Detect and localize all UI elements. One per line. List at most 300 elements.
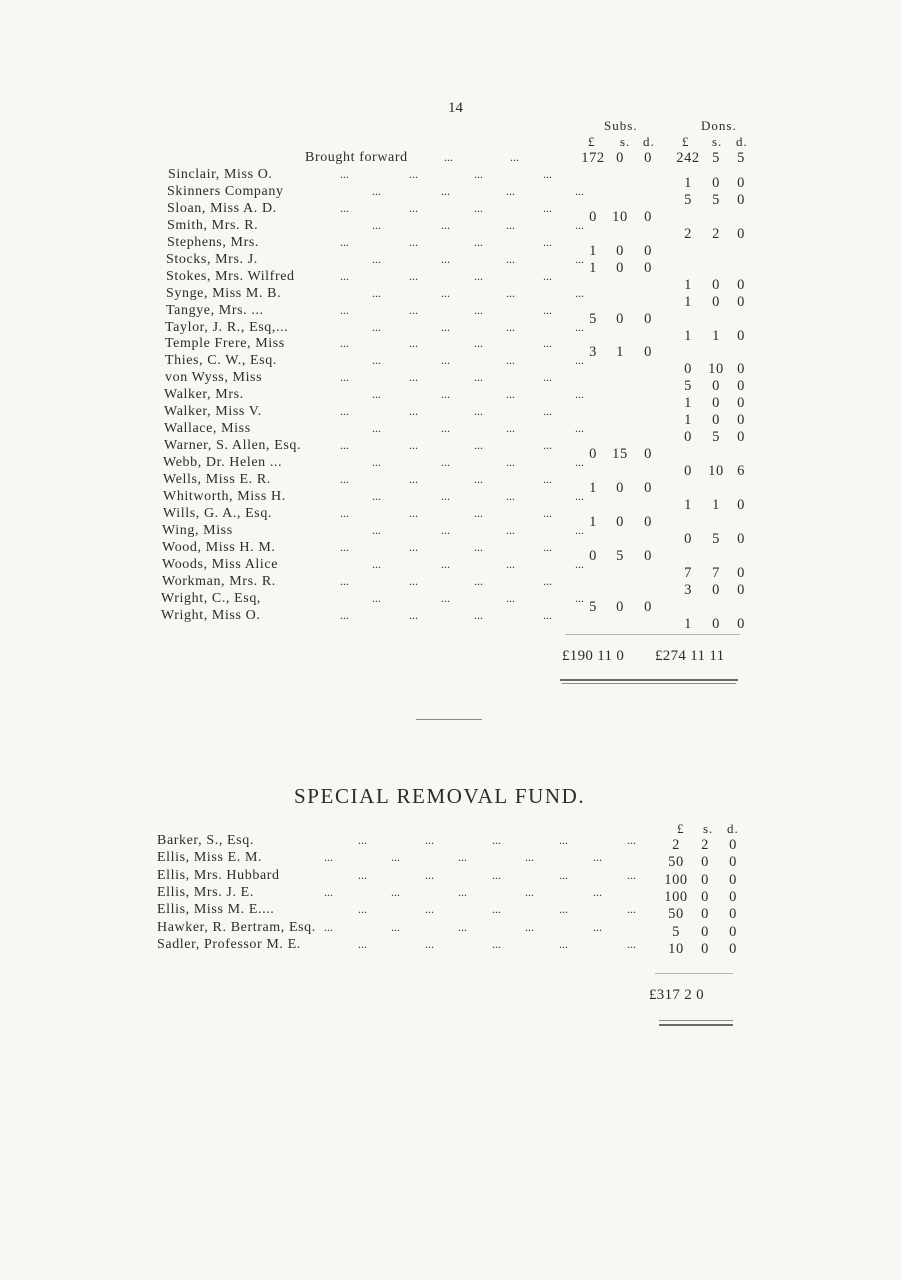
leader-dot: ... xyxy=(492,833,501,847)
subscriber-name: Woods, Miss Alice xyxy=(162,556,279,572)
leader-dot: ... xyxy=(358,867,367,882)
dons-pounds: 5 xyxy=(684,191,692,208)
dons-pence: 0 xyxy=(737,174,745,191)
dons-pounds: 0 xyxy=(684,530,692,547)
subscriber-name: Wills, G. A., Esq. xyxy=(163,505,273,521)
leader-dot: ... xyxy=(425,867,434,882)
amount-pence: 0 xyxy=(729,854,737,871)
leader-dot: ... xyxy=(458,850,467,865)
leader-dot: ... xyxy=(593,850,602,865)
leader-dot: ... xyxy=(441,319,450,334)
leader-dot: ... xyxy=(372,455,381,470)
leader-dot: ... xyxy=(391,850,400,865)
leader-dot: ... xyxy=(441,285,450,300)
amount-pounds: 10 xyxy=(668,940,684,957)
leader-dot: ... xyxy=(543,472,552,487)
dons-pence: 0 xyxy=(737,378,745,395)
subscriber-name: Stokes, Mrs. Wilfred xyxy=(166,268,295,284)
subscriber-name: Workman, Mrs. R. xyxy=(162,573,276,589)
leader-dot: ... xyxy=(492,902,501,917)
subscriber-name: Wallace, Miss xyxy=(164,421,251,437)
amount-shillings: 0 xyxy=(701,871,709,888)
dons-shillings: 0 xyxy=(712,395,720,412)
leader-dot: ... xyxy=(441,387,450,402)
page-number: 14 xyxy=(448,100,463,116)
leader-dot: ... xyxy=(559,936,568,951)
leader-dot: ... xyxy=(575,183,584,198)
dons-shillings: 5 xyxy=(712,530,720,547)
subs-pounds: 5 xyxy=(589,310,597,327)
leader-dot: ... xyxy=(340,539,349,554)
subscriber-name: Wright, Miss O. xyxy=(161,607,261,623)
leader-dot: ... xyxy=(575,455,584,470)
dons-pounds: 0 xyxy=(684,463,692,480)
fund-row xyxy=(0,919,901,940)
dons-pounds: 1 xyxy=(684,276,692,293)
dons-pounds: 0 xyxy=(684,429,692,446)
leader-dot: ... xyxy=(474,268,483,283)
leader-dot: ... xyxy=(409,438,418,453)
dons-pence: 0 xyxy=(737,497,745,513)
amount-pounds: 100 xyxy=(664,871,688,888)
leader-dot: ... xyxy=(409,200,418,215)
dons-pence: 0 xyxy=(737,395,745,412)
dons-pence: 0 xyxy=(737,327,745,344)
dons-pounds: 2 xyxy=(684,225,692,242)
dons-shillings: 5 xyxy=(712,191,720,208)
dons-shillings: 0 xyxy=(712,174,720,191)
dons-pence: 0 xyxy=(737,191,745,208)
leader-dot: ... xyxy=(474,166,483,181)
subscriber-name: Webb, Dr. Helen ... xyxy=(163,455,283,471)
leader-dot: ... xyxy=(441,217,450,232)
subs-pounds: 0 xyxy=(589,547,597,564)
leader-dot: ... xyxy=(575,251,584,266)
leader-dot: ... xyxy=(391,919,400,934)
leader-dot: ... xyxy=(441,183,450,198)
leader-dot: ... xyxy=(492,936,501,951)
leader-dot: ... xyxy=(372,421,381,436)
fund-pound-header: £ xyxy=(677,821,685,836)
leader-dot: ... xyxy=(425,833,434,847)
leader-dot: ... xyxy=(506,285,515,300)
leader-dot: ... xyxy=(372,217,381,232)
amount-pence: 0 xyxy=(729,837,737,853)
leader-dot: ... xyxy=(474,438,483,453)
leader-dot: ... xyxy=(543,370,552,385)
subs-pounds: 3 xyxy=(589,344,597,361)
amount-shillings: 2 xyxy=(701,837,709,853)
amount-shillings: 0 xyxy=(701,854,709,871)
leader-dot: ... xyxy=(506,183,515,198)
subs-pence-header: d. xyxy=(643,134,655,149)
leader-dot: ... xyxy=(372,556,381,571)
dons-pence: 0 xyxy=(737,530,745,547)
dons-pence: 0 xyxy=(737,581,745,598)
dons-pence: 0 xyxy=(737,293,745,310)
leader-dot: ... xyxy=(340,200,349,215)
amount-shillings: 0 xyxy=(701,923,709,940)
leader-dot: ... xyxy=(372,387,381,402)
leader-dot: ... xyxy=(441,489,450,503)
sum-rule xyxy=(565,634,740,635)
leader-dot: ... xyxy=(474,573,483,588)
dons-pence: 0 xyxy=(737,564,745,581)
dons-shillings: 0 xyxy=(712,581,720,598)
donor-name: Barker, S., Esq. xyxy=(157,833,254,848)
dons-total: £274 11 11 xyxy=(655,648,725,664)
subscriber-name: Walker, Miss V. xyxy=(164,404,262,420)
leader-dot: ... xyxy=(441,353,450,368)
subscriber-name: Wing, Miss xyxy=(162,522,233,538)
leader-dot: ... xyxy=(409,166,418,181)
subs-shillings: 0 xyxy=(616,259,624,276)
dons-pounds: 1 xyxy=(684,327,692,344)
subs-shillings: 0 xyxy=(616,310,624,327)
fund-row xyxy=(0,936,901,957)
subscriber-name: Skinners Company xyxy=(167,183,284,199)
leader-dot: ... xyxy=(409,234,418,249)
donor-name: Ellis, Mrs. J. E. xyxy=(157,884,254,900)
leader-dot: ... xyxy=(409,404,418,419)
leader-dot: ... xyxy=(510,150,519,164)
amount-pence: 0 xyxy=(729,906,737,923)
dons-pounds: 1 xyxy=(684,615,692,632)
subscriber-name: von Wyss, Miss xyxy=(165,370,263,386)
subs-shillings: 0 xyxy=(616,598,624,615)
amount-shillings: 0 xyxy=(701,906,709,923)
dons-pence-header: d. xyxy=(736,134,748,149)
dons-shillings: 1 xyxy=(712,327,720,344)
dons-pounds: 1 xyxy=(684,174,692,191)
fund-row xyxy=(0,850,901,871)
leader-dot: ... xyxy=(593,919,602,934)
dons-shillings: 0 xyxy=(712,293,720,310)
leader-dot: ... xyxy=(372,285,381,300)
subs-pence: 0 xyxy=(644,150,652,166)
leader-dot: ... xyxy=(340,234,349,249)
amount-pence: 0 xyxy=(729,923,737,940)
leader-dot: ... xyxy=(391,884,400,899)
leader-dot: ... xyxy=(340,607,349,622)
subscriber-name: Wright, C., Esq, xyxy=(161,590,262,606)
leader-dot: ... xyxy=(474,404,483,419)
subscriber-name: Walker, Mrs. xyxy=(164,387,244,403)
leader-dot: ... xyxy=(575,387,584,402)
subscriber-name: Wells, Miss E. R. xyxy=(163,472,271,488)
subscriber-name: Warner, S. Allen, Esq. xyxy=(164,438,302,454)
leader-dot: ... xyxy=(627,833,636,847)
leader-dot: ... xyxy=(441,590,450,605)
dons-pounds: 1 xyxy=(684,497,692,513)
fund-pence-header: d. xyxy=(727,821,739,836)
leader-dot: ... xyxy=(506,455,515,470)
leader-dot: ... xyxy=(409,370,418,385)
dons-pence: 6 xyxy=(737,463,745,480)
leader-dot: ... xyxy=(506,590,515,605)
subs-pence: 0 xyxy=(644,446,652,463)
leader-dot: ... xyxy=(575,285,584,300)
leader-dot: ... xyxy=(543,302,552,317)
subs-pounds: 0 xyxy=(589,446,597,463)
leader-dot: ... xyxy=(358,936,367,951)
leader-dot: ... xyxy=(575,319,584,334)
leader-dot: ... xyxy=(543,607,552,622)
total-double-rule xyxy=(560,679,738,681)
dons-shillings: 10 xyxy=(708,361,724,378)
donor-name: Hawker, R. Bertram, Esq. xyxy=(157,919,316,935)
dons-pounds: 0 xyxy=(684,361,692,378)
leader-dot: ... xyxy=(340,505,349,520)
subscriber-name: Taylor, J. R., Esq,... xyxy=(165,319,289,335)
leader-dot: ... xyxy=(372,251,381,266)
leader-dot: ... xyxy=(543,505,552,520)
leader-dot: ... xyxy=(441,455,450,470)
leader-dot: ... xyxy=(340,573,349,588)
leader-dot: ... xyxy=(543,234,552,249)
dons-pound-header: £ xyxy=(682,134,690,149)
leader-dot: ... xyxy=(474,200,483,215)
dons-shillings: 0 xyxy=(712,276,720,293)
leader-dot: ... xyxy=(372,522,381,537)
dons-shillings: 0 xyxy=(712,615,720,632)
subs-pound-header: £ xyxy=(588,134,596,149)
dons-pence: 0 xyxy=(737,615,745,632)
subs-pounds: 1 xyxy=(589,513,597,530)
leader-dot: ... xyxy=(340,166,349,181)
subs-pence: 0 xyxy=(644,310,652,327)
amount-pounds: 100 xyxy=(664,888,688,905)
subs-pounds: 0 xyxy=(589,208,597,225)
dons-pounds: 7 xyxy=(684,564,692,581)
leader-dot: ... xyxy=(506,251,515,266)
leader-dot: ... xyxy=(474,539,483,554)
leader-dot: ... xyxy=(324,919,333,934)
subs-pence: 0 xyxy=(644,480,652,497)
leader-dot: ... xyxy=(525,919,534,934)
section-title: SPECIAL REMOVAL FUND. xyxy=(294,784,586,808)
amount-pounds: 2 xyxy=(672,837,680,853)
subscriber-name: Temple Frere, Miss xyxy=(165,336,285,352)
leader-dot: ... xyxy=(425,902,434,917)
subscriber-name: Synge, Miss M. B. xyxy=(166,285,282,301)
dons-pounds: 1 xyxy=(684,395,692,412)
leader-dot: ... xyxy=(409,607,418,622)
subs-pounds: 1 xyxy=(589,259,597,276)
leader-dot: ... xyxy=(441,556,450,571)
leader-dot: ... xyxy=(506,319,515,334)
dons-pence: 0 xyxy=(737,361,745,378)
leader-dot: ... xyxy=(409,539,418,554)
fund-sum-rule xyxy=(655,973,733,974)
leader-dot: ... xyxy=(372,590,381,605)
leader-dot: ... xyxy=(492,867,501,882)
subs-shillings: 0 xyxy=(616,242,624,259)
leader-dot: ... xyxy=(575,217,584,232)
dons-shillings: 0 xyxy=(712,412,720,429)
subs-pence: 0 xyxy=(644,259,652,276)
leader-dot: ... xyxy=(543,404,552,419)
leader-dot: ... xyxy=(372,353,381,368)
leader-dot: ... xyxy=(372,183,381,198)
donor-name: Sadler, Professor M. E. xyxy=(157,936,301,952)
dons-shillings: 5 xyxy=(712,429,720,446)
leader-dot: ... xyxy=(543,200,552,215)
subscriber-name: Sloan, Miss A. D. xyxy=(167,200,277,216)
subscriber-name: Wood, Miss H. M. xyxy=(162,539,276,555)
leader-dot: ... xyxy=(506,387,515,402)
donor-name: Ellis, Miss M. E.... xyxy=(157,902,275,918)
leader-dot: ... xyxy=(575,556,584,571)
dons-pence: 0 xyxy=(737,429,745,446)
dons-pounds: 3 xyxy=(684,581,692,598)
leader-dot: ... xyxy=(324,850,333,865)
subs-shillings: 1 xyxy=(616,344,624,361)
amount-pounds: 5 xyxy=(672,923,680,940)
subs-shilling-header: s. xyxy=(620,134,631,149)
subscriber-name: Smith, Mrs. R. xyxy=(167,217,259,233)
leader-dot: ... xyxy=(506,522,515,537)
leader-dot: ... xyxy=(575,522,584,537)
ledger-row xyxy=(0,607,901,632)
leader-dot: ... xyxy=(409,505,418,520)
leader-dot: ... xyxy=(575,590,584,605)
subs-shillings: 10 xyxy=(612,208,628,225)
leader-dot: ... xyxy=(627,902,636,917)
leader-dot: ... xyxy=(444,150,453,164)
leader-dot: ... xyxy=(458,919,467,934)
leader-dot: ... xyxy=(506,217,515,232)
subs-pounds: 5 xyxy=(589,598,597,615)
leader-dot: ... xyxy=(409,268,418,283)
leader-dot: ... xyxy=(543,539,552,554)
leader-dot: ... xyxy=(474,234,483,249)
leader-dot: ... xyxy=(409,302,418,317)
amount-shillings: 0 xyxy=(701,888,709,905)
subscriber-name: Tangye, Mrs. ... xyxy=(166,302,264,318)
leader-dot: ... xyxy=(525,850,534,865)
leader-dot: ... xyxy=(340,404,349,419)
subscriber-name: Thies, C. W., Esq. xyxy=(165,353,277,369)
amount-pence: 0 xyxy=(729,871,737,888)
leader-dot: ... xyxy=(627,867,636,882)
leader-dot: ... xyxy=(543,336,552,351)
leader-dot: ... xyxy=(627,936,636,951)
dons-pounds: 1 xyxy=(684,293,692,310)
donor-name: Ellis, Mrs. Hubbard xyxy=(157,867,280,883)
dons-shillings: 0 xyxy=(712,378,720,395)
leader-dot: ... xyxy=(559,833,568,847)
leader-dot: ... xyxy=(506,489,515,503)
leader-dot: ... xyxy=(324,884,333,899)
leader-dot: ... xyxy=(559,902,568,917)
fund-row xyxy=(0,867,901,888)
subs-pence: 0 xyxy=(644,242,652,259)
leader-dot: ... xyxy=(340,438,349,453)
fund-total-double-rule-lower xyxy=(659,1024,733,1026)
leader-dot: ... xyxy=(409,472,418,487)
amount-pence: 0 xyxy=(729,940,737,957)
leader-dot: ... xyxy=(575,489,584,503)
leader-dot: ... xyxy=(458,884,467,899)
subscriber-name: Sinclair, Miss O. xyxy=(168,166,273,182)
dons-shillings: 10 xyxy=(708,463,724,480)
leader-dot: ... xyxy=(340,472,349,487)
fund-row xyxy=(0,884,901,905)
leader-dot: ... xyxy=(474,336,483,351)
leader-dot: ... xyxy=(358,833,367,847)
leader-dot: ... xyxy=(340,302,349,317)
dons-shillings: 1 xyxy=(712,497,720,513)
amount-pounds: 50 xyxy=(668,906,684,923)
leader-dot: ... xyxy=(441,251,450,266)
leader-dot: ... xyxy=(474,302,483,317)
dons-pounds: 5 xyxy=(684,378,692,395)
subs-pounds: 1 xyxy=(589,242,597,259)
leader-dot: ... xyxy=(506,353,515,368)
dons-pounds: 242 xyxy=(676,150,700,166)
subs-pence: 0 xyxy=(644,598,652,615)
leader-dot: ... xyxy=(358,902,367,917)
subs-pounds: 1 xyxy=(589,480,597,497)
fund-row xyxy=(0,902,901,923)
subs-pence: 0 xyxy=(644,344,652,361)
fund-total-double-rule xyxy=(659,1020,733,1021)
leader-dot: ... xyxy=(575,353,584,368)
subs-shillings: 5 xyxy=(616,547,624,564)
fund-shilling-header: s. xyxy=(703,821,714,836)
subs-header: Subs. xyxy=(604,118,638,133)
dons-pence: 0 xyxy=(737,412,745,429)
leader-dot: ... xyxy=(340,268,349,283)
subs-shillings: 0 xyxy=(616,150,624,166)
subs-pounds: 172 xyxy=(581,150,605,166)
ledger-row xyxy=(0,150,901,167)
total-double-rule-lower xyxy=(562,683,736,684)
leader-dot: ... xyxy=(409,573,418,588)
subs-shillings: 0 xyxy=(616,513,624,530)
leader-dot: ... xyxy=(474,370,483,385)
leader-dot: ... xyxy=(506,421,515,436)
leader-dot: ... xyxy=(425,936,434,951)
donor-name: Ellis, Miss E. M. xyxy=(157,850,263,866)
dons-shillings: 7 xyxy=(712,564,720,581)
leader-dot: ... xyxy=(543,438,552,453)
subs-shillings: 15 xyxy=(612,446,628,463)
section-divider xyxy=(416,719,482,720)
dons-pence: 0 xyxy=(737,276,745,293)
leader-dot: ... xyxy=(543,268,552,283)
leader-dot: ... xyxy=(409,336,418,351)
amount-pence: 0 xyxy=(729,888,737,905)
leader-dot: ... xyxy=(593,884,602,899)
leader-dot: ... xyxy=(474,472,483,487)
leader-dot: ... xyxy=(543,573,552,588)
subscriber-name: Stephens, Mrs. xyxy=(167,234,260,250)
leader-dot: ... xyxy=(525,884,534,899)
dons-shillings: 2 xyxy=(712,225,720,242)
leader-dot: ... xyxy=(372,489,381,503)
leader-dot: ... xyxy=(340,370,349,385)
fund-row xyxy=(0,833,901,853)
leader-dot: ... xyxy=(441,522,450,537)
leader-dot: ... xyxy=(559,867,568,882)
leader-dot: ... xyxy=(474,607,483,622)
leader-dot: ... xyxy=(474,505,483,520)
dons-pounds: 1 xyxy=(684,412,692,429)
subs-pence: 0 xyxy=(644,208,652,225)
dons-pence: 5 xyxy=(737,150,745,166)
